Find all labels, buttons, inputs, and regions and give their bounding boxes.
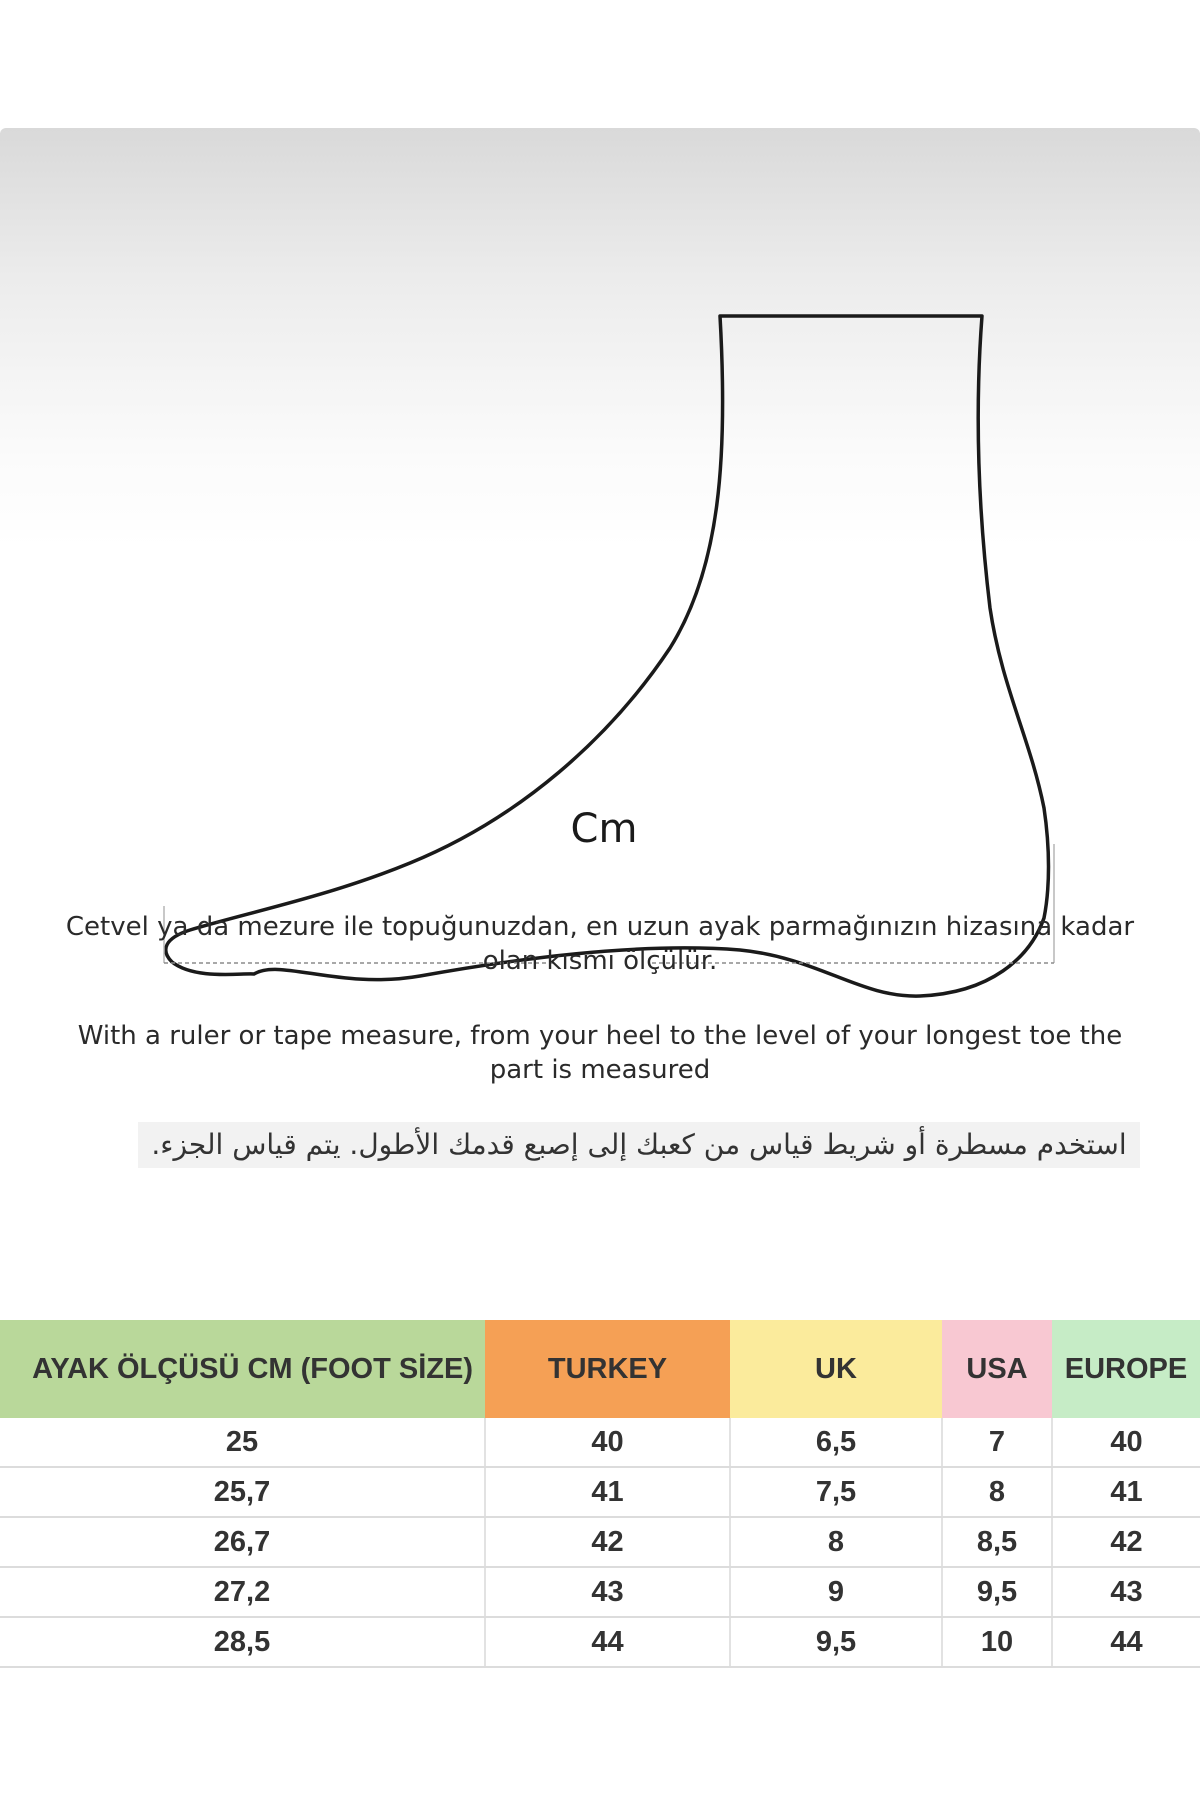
cell-turkey: 41 (485, 1467, 730, 1517)
cell-foot-size: 28,5 (0, 1617, 485, 1667)
cell-europe: 44 (1052, 1617, 1200, 1667)
cell-uk: 9,5 (730, 1617, 942, 1667)
cell-foot-size: 25,7 (0, 1467, 485, 1517)
measure-unit-label: Cm (570, 806, 638, 852)
cell-turkey: 43 (485, 1567, 730, 1617)
instructions-english: With a ruler or tape measure, from your heel to the level of your longest toe the part is measured (77, 1021, 1123, 1085)
cell-turkey: 40 (485, 1418, 730, 1467)
foot-outline-icon (166, 316, 1049, 996)
cell-turkey: 42 (485, 1517, 730, 1567)
table-row (0, 1517, 1200, 1567)
cell-europe: 42 (1052, 1517, 1200, 1567)
cell-foot-size: 27,2 (0, 1567, 485, 1617)
header-turkey: TURKEY (485, 1320, 730, 1418)
cell-usa: 7 (942, 1418, 1052, 1467)
cell-uk: 7,5 (730, 1467, 942, 1517)
cell-uk: 9 (730, 1567, 942, 1617)
cell-europe: 43 (1052, 1567, 1200, 1617)
instructions-arabic: استخدم مسطرة أو شريط قياس من كعبك إلى إصبع قدمك الأطول. يتم قياس الجزء. (138, 1122, 1140, 1168)
instructions-turkish: Cetvel ya da mezure ile topuğunuzdan, en uzun ayak parmağınızın hizasına kadar olan kısmı ölçülür. (65, 912, 1135, 976)
table-row (0, 1567, 1200, 1617)
cell-foot-size: 26,7 (0, 1517, 485, 1567)
header-uk: UK (730, 1320, 942, 1418)
header-usa: USA (942, 1320, 1052, 1418)
table-row (0, 1467, 1200, 1517)
cell-usa: 8,5 (942, 1517, 1052, 1567)
table-row (0, 1617, 1200, 1667)
header-foot-size: AYAK ÖLÇÜSÜ CM (FOOT SİZE) (0, 1320, 485, 1418)
cell-uk: 8 (730, 1517, 942, 1567)
size-conversion-table (0, 1320, 1200, 1668)
table-row (0, 1418, 1200, 1467)
table-header-row (0, 1320, 1200, 1418)
cell-usa: 8 (942, 1467, 1052, 1517)
cell-europe: 41 (1052, 1467, 1200, 1517)
foot-outline-diagram (0, 128, 1200, 1128)
cell-usa: 10 (942, 1617, 1052, 1667)
cell-europe: 40 (1052, 1418, 1200, 1467)
cell-foot-size: 25 (0, 1418, 485, 1467)
cell-turkey: 44 (485, 1617, 730, 1667)
cell-usa: 9,5 (942, 1567, 1052, 1617)
header-europe: EUROPE (1052, 1320, 1200, 1418)
cell-uk: 6,5 (730, 1418, 942, 1467)
